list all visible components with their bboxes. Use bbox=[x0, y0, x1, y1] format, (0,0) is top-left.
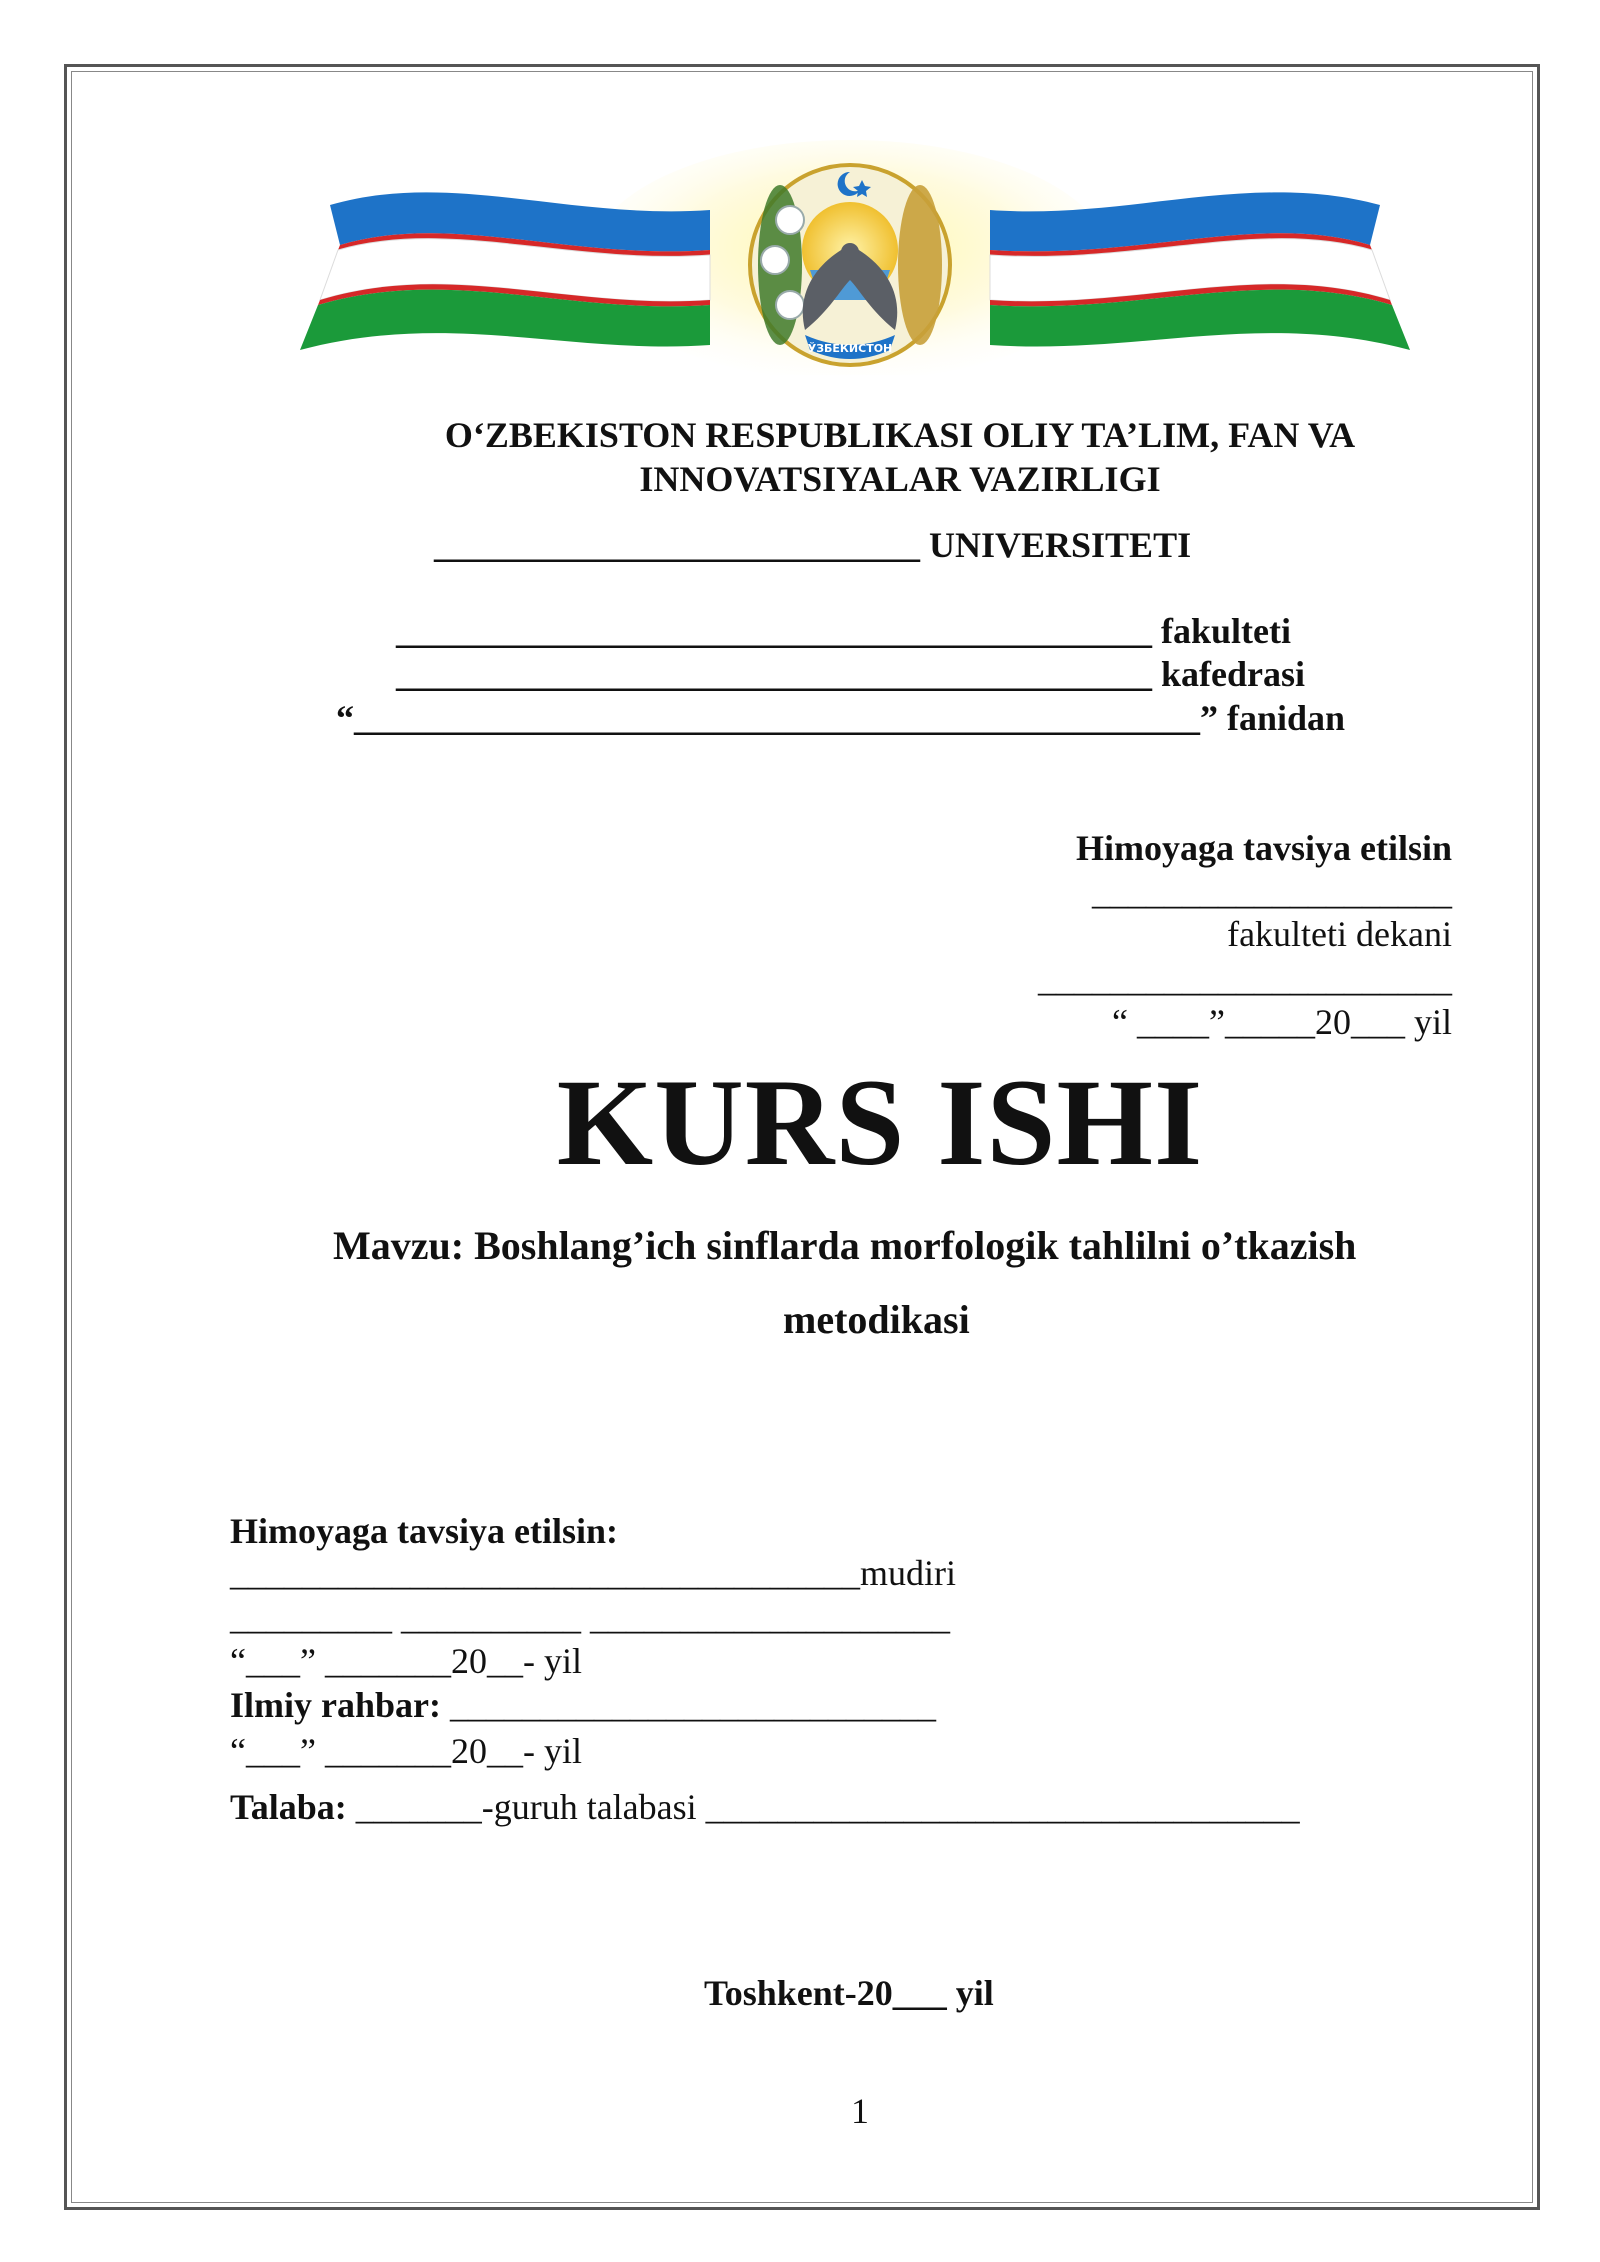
student-group-line: _______-guruh talabasi _________________________________ bbox=[346, 1787, 1300, 1827]
dean-approval-title: Himoyaga tavsiya etilsin bbox=[1076, 828, 1452, 868]
head-approval-title: Himoyaga tavsiya etilsin: bbox=[230, 1511, 618, 1551]
flag-ribbon-right bbox=[990, 192, 1410, 350]
coat-of-arms-emblem-icon bbox=[290, 140, 1420, 375]
coat-of-arms bbox=[750, 165, 950, 365]
dean-role: fakulteti dekani bbox=[1227, 914, 1452, 954]
ministry-line-2: INNOVATSIYALAR VAZIRLIGI bbox=[639, 459, 1161, 499]
city-year: Toshkent-20___ yil bbox=[704, 1973, 994, 2013]
advisor-label: Ilmiy rahbar: bbox=[230, 1685, 441, 1725]
dean-signature-line: ____________________ bbox=[1092, 872, 1452, 912]
advisor-date: “___” _______20__- yil bbox=[230, 1731, 582, 1771]
dean-name-line: _______________________ bbox=[1038, 959, 1452, 999]
university-line: ___________________________ UNIVERSITETI bbox=[434, 525, 1192, 565]
svg-text:ЎЗБЕКИСТОН: ЎЗБЕКИСТОН bbox=[807, 342, 893, 355]
advisor-line bbox=[230, 1684, 936, 1726]
student-line bbox=[230, 1786, 1300, 1828]
topic-line-2: metodikasi bbox=[783, 1297, 970, 1342]
subject-line: “_______________________________________________” fanidan bbox=[336, 698, 1346, 738]
faculty-line: __________________________________________ fakulteti bbox=[396, 611, 1291, 651]
dean-approval-date: “ ____”_____20___ yil bbox=[1112, 1002, 1452, 1042]
student-label: Talaba: bbox=[230, 1787, 347, 1827]
department-line: __________________________________________ kafedrasi bbox=[396, 654, 1305, 694]
ministry-line-1: O‘ZBEKISTON RESPUBLIKASI OLIY TA’LIM, FAN VA bbox=[444, 415, 1356, 455]
head-name-line: _________ __________ ____________________ bbox=[230, 1597, 950, 1637]
advisor-signature-line: ___________________________ bbox=[441, 1685, 936, 1725]
topic-line-1: Mavzu: Boshlang’ich sinflarda morfologik tahlilni o’tkazish bbox=[333, 1223, 1357, 1268]
document-title: KURS ISHI bbox=[556, 1054, 1204, 1191]
head-signature-line: ___________________________________mudiri bbox=[230, 1553, 956, 1593]
head-approval-date: “___” _______20__- yil bbox=[230, 1641, 582, 1681]
page-number: 1 bbox=[851, 2091, 869, 2131]
flag-ribbon-left bbox=[300, 192, 710, 350]
